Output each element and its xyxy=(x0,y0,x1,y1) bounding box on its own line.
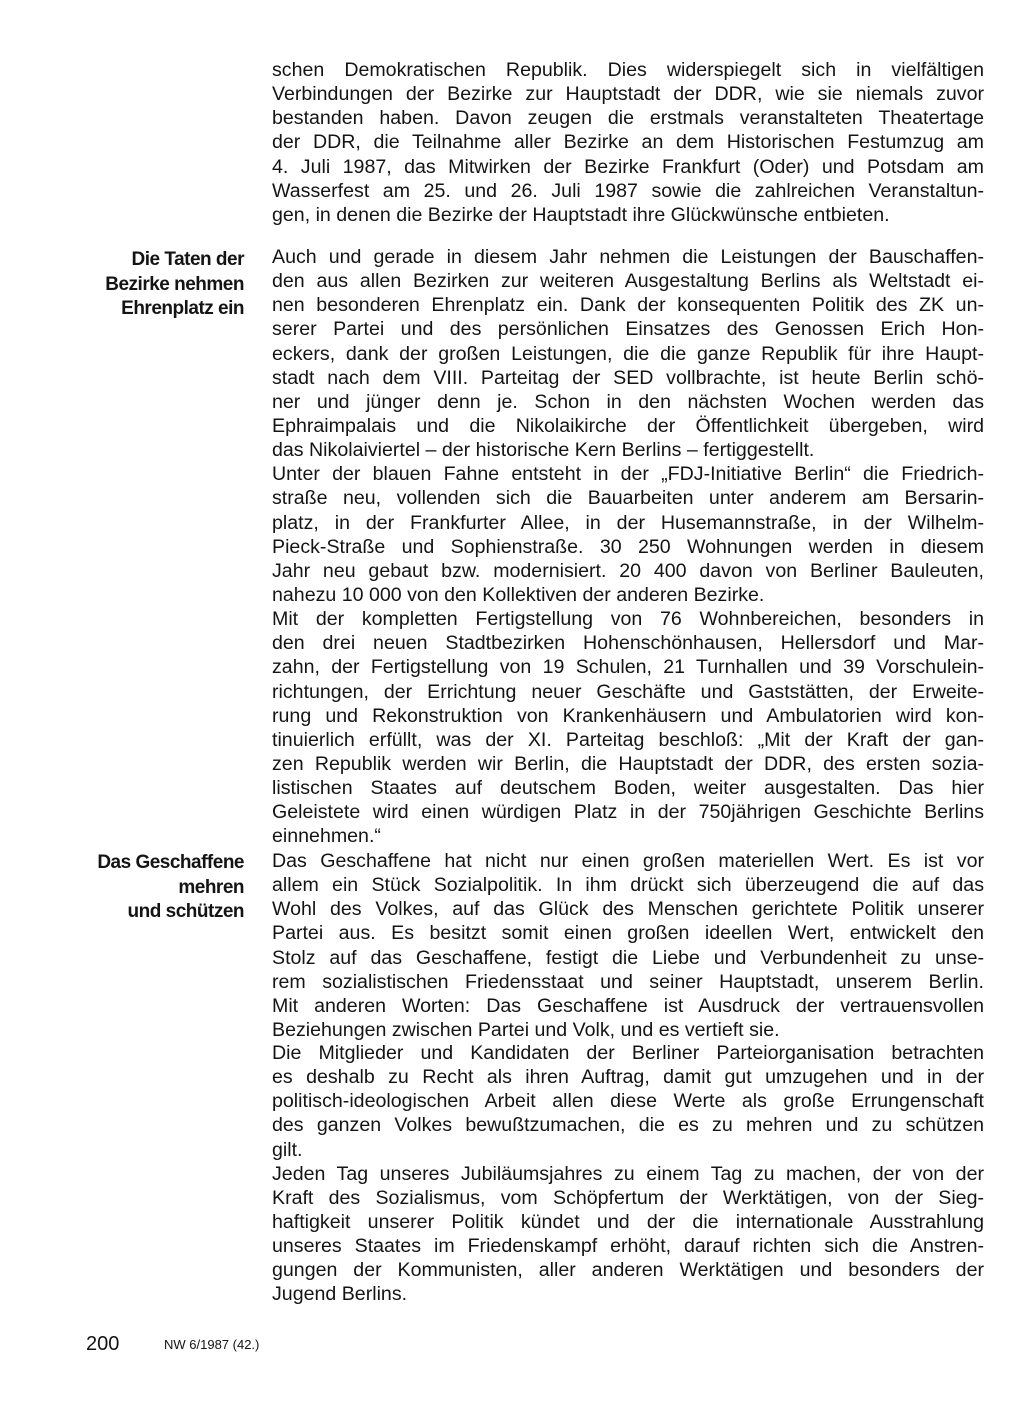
side-heading-geschaffene xyxy=(4,851,244,925)
text-line: zahn, der Fertigstellung von 19 Schulen, 21 Turnhallen und 39 Vorschulein- xyxy=(272,656,984,679)
text-line: nen besonderen Ehrenplatz ein. Dank der konsequenten Politik des ZK un- xyxy=(272,294,984,317)
text-line: Ephraimpalais und die Nikolaikirche der Öffentlichkeit übergeben, wird xyxy=(272,414,984,437)
text-line: Mit der kompletten Fertigstellung von 76 Wohnbereichen, besonders in xyxy=(272,608,984,631)
page-number: 200 xyxy=(86,1333,120,1355)
text-line: rem sozialistischen Friedensstaat und seiner Hauptstadt, unserem Berlin. xyxy=(272,970,984,993)
text-line: gen, in denen die Bezirke der Hauptstadt ihre Glückwünsche entbieten. xyxy=(272,203,890,226)
text-line: Das Geschaffene hat nicht nur einen großen materiellen Wert. Es ist vor xyxy=(272,850,984,872)
text-line: den aus allen Bezirken zur weiteren Ausgestaltung Berlins als Weltstadt ei- xyxy=(272,270,984,293)
text-line: stadt nach dem VIII. Parteitag der SED vollbrachte, ist heute Berlin schö- xyxy=(272,366,984,389)
text-line: tinuierlich erfüllt, was der XI. Parteitag beschloß: „Mit der Kraft der gan- xyxy=(272,728,984,751)
text-line: Beziehungen zwischen Partei und Volk, und es vertieft sie. xyxy=(272,1018,780,1041)
text-line: Mit anderen Worten: Das Geschaffene ist Ausdruck der vertrauensvollen xyxy=(272,994,984,1017)
text-line: gungen der Kommunisten, aller anderen Werktätigen und besonders der xyxy=(272,1259,984,1282)
text-line: Stolz auf das Geschaffene, festigt die Liebe und Verbundenheit zu unse- xyxy=(272,946,984,969)
text-line: Die Mitglieder und Kandidaten der Berliner Parteiorganisation betrachten xyxy=(272,1042,984,1064)
text-line: Jugend Berlins. xyxy=(272,1283,408,1306)
paragraph-parteiorganisation xyxy=(272,1041,984,1307)
text-line: rung und Rekonstruktion von Krankenhäusern und Ambulatorien wird kon- xyxy=(272,704,984,727)
source-reference: NW 6/1987 (42.) xyxy=(164,1337,260,1352)
text-line: 4. Juli 1987, das Mitwirken der Bezirke Frankfurt (Oder) und Potsdam am xyxy=(272,155,984,178)
text-line: Wasserfest am 25. und 26. Juli 1987 sowie die zahlreichen Veranstaltun- xyxy=(272,179,984,202)
heading-line: Die Taten der xyxy=(131,249,244,270)
text-line: Wohl des Volkes, auf das Glück des Menschen gerichtete Politik unserer xyxy=(272,898,984,921)
heading-line: und schützen xyxy=(127,901,244,922)
text-line: gilt. xyxy=(272,1138,303,1161)
text-line: unseres Staates im Friedenskampf erhöht, darauf richten sich die Anstren- xyxy=(272,1235,984,1258)
text-line: richtungen, der Errichtung neuer Geschäfte und Gaststätten, der Erweite- xyxy=(272,680,984,703)
text-line: ner und jünger denn je. Schon in den nächsten Wochen werden das xyxy=(272,390,984,413)
side-heading-taten xyxy=(4,248,244,322)
text-line: nahezu 10 000 von den Kollektiven der anderen Bezirke. xyxy=(272,583,765,606)
text-line: politisch-ideologischen Arbeit allen diese Werte als große Errungenschaft xyxy=(272,1090,984,1113)
text-line: haftigkeit unserer Politik kündet und der die internationale Ausstrahlung xyxy=(272,1210,984,1233)
text-line: den drei neuen Stadtbezirken Hohenschönhausen, Hellersdorf und Mar- xyxy=(272,632,984,655)
heading-line: Ehrenplatz ein xyxy=(121,298,244,319)
text-line: Kraft des Sozialismus, vom Schöpfertum der Werktätigen, von der Sieg- xyxy=(272,1186,984,1209)
paragraph-intro xyxy=(272,58,984,227)
text-line: Verbindungen der Bezirke zur Hauptstadt der DDR, wie sie niemals zuvor xyxy=(272,83,984,106)
text-line: eckers, dank der großen Leistungen, die die ganze Republik für ihre Haupt- xyxy=(272,342,984,365)
text-line: bestanden haben. Davon zeugen die erstmals veranstalteten Theatertage xyxy=(272,107,984,130)
text-line: es deshalb zu Recht als ihren Auftrag, damit gut umzugehen und in der xyxy=(272,1066,984,1089)
paragraph-bauschaffende xyxy=(272,245,984,849)
text-line: des ganzen Volkes bewußtzumachen, die es zu mehren und zu schützen xyxy=(272,1114,984,1137)
text-line: Jeden Tag unseres Jubiläumsjahres zu einem Tag zu machen, der von der xyxy=(272,1162,984,1185)
text-line: das Nikolaiviertel – der historische Kern Berlins – fertiggestellt. xyxy=(272,439,815,462)
text-line: der DDR, die Teilnahme aller Bezirke an dem Historischen Festumzug am xyxy=(272,131,984,154)
page-footer xyxy=(86,1333,260,1356)
heading-line: mehren xyxy=(178,876,244,898)
heading-line: Das Geschaffene xyxy=(97,852,244,873)
text-line: listischen Staates auf deutschem Boden, weiter ausgestalten. Das hier xyxy=(272,777,984,800)
text-line: Unter der blauen Fahne entsteht in der „FDJ-Initiative Berlin“ die Friedrich- xyxy=(272,463,984,486)
text-line: Auch und gerade in diesem Jahr nehmen die Leistungen der Bauschaffen- xyxy=(272,246,984,268)
text-line: allem ein Stück Sozialpolitik. In ihm drückt sich überzeugend die auf das xyxy=(272,874,984,897)
text-line: schen Demokratischen Republik. Dies widerspiegelt sich in vielfältigen xyxy=(272,59,984,81)
text-line: Pieck-Straße und Sophienstraße. 30 250 Wohnungen werden in diesem xyxy=(272,535,984,558)
text-line: zen Republik werden wir Berlin, die Hauptstadt der DDR, des ersten sozia- xyxy=(272,752,984,775)
text-line: platz, in der Frankfurter Allee, in der Husemannstraße, in der Wilhelm- xyxy=(272,511,984,534)
text-line: serer Partei und des persönlichen Einsatzes des Genossen Erich Hon- xyxy=(272,318,984,341)
text-line: Jahr neu gebaut bzw. modernisiert. 20 400 davon von Berliner Bauleuten, xyxy=(272,559,984,582)
text-line: einnehmen.“ xyxy=(272,825,381,848)
text-line: straße neu, vollenden sich die Bauarbeiten unter anderem am Bersarin- xyxy=(272,487,984,510)
paragraph-sozialpolitik xyxy=(272,849,984,1042)
text-line: Geleistete wird einen würdigen Platz in der 750jährigen Geschichte Berlins xyxy=(272,801,984,824)
heading-line: Bezirke nehmen xyxy=(105,273,244,295)
text-line: Partei aus. Es besitzt somit einen großen ideellen Wert, entwickelt den xyxy=(272,922,984,945)
